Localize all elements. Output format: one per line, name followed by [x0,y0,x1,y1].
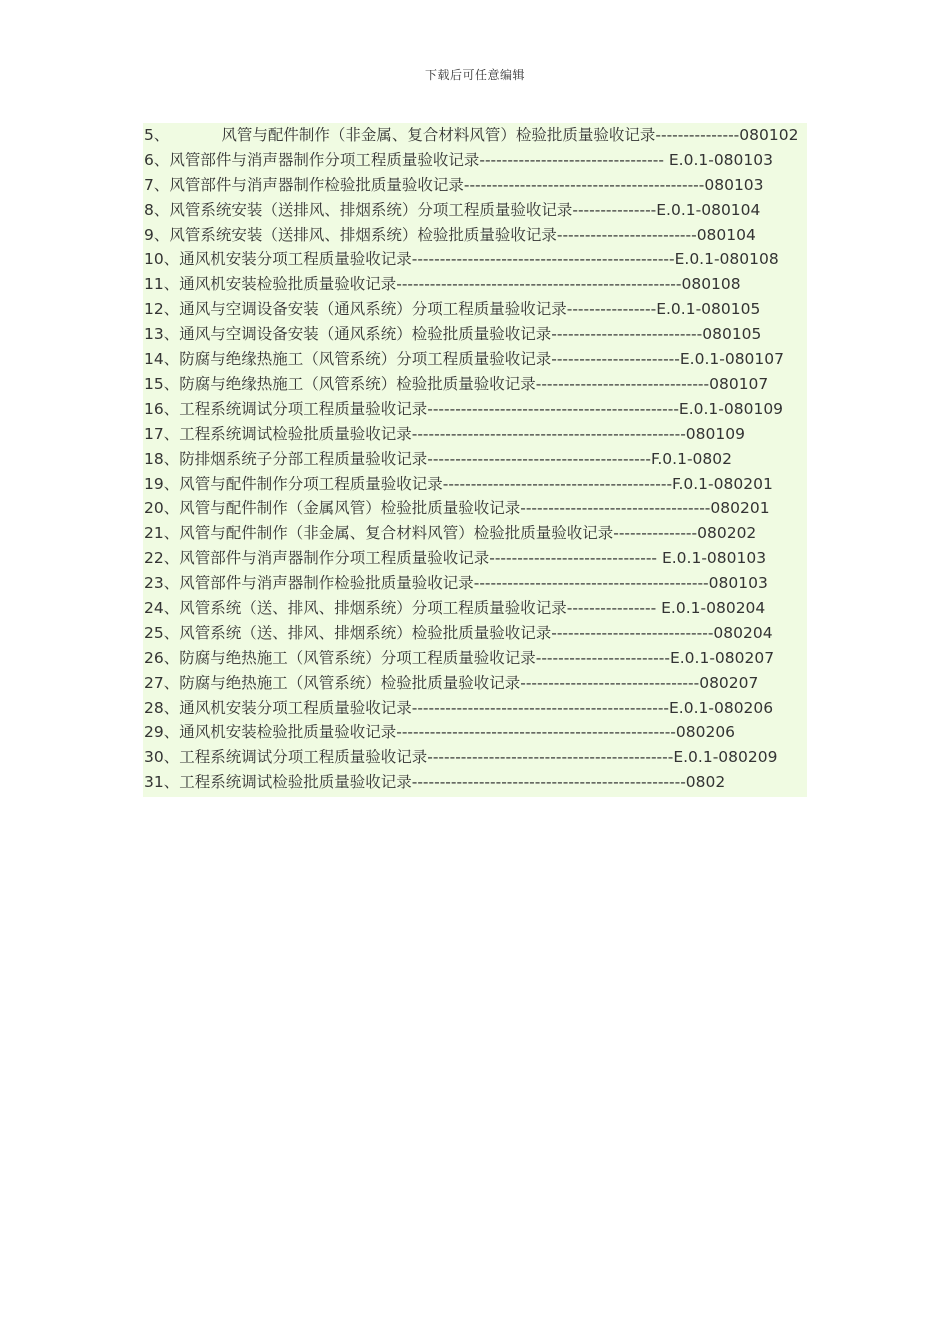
toc-entry: 29、通风机安装检验批质量验收记录--------------------------------------------------080206 [144,723,736,742]
toc-entry: 17、工程系统调试检验批质量验收记录-------------------------------------------------080109 [144,424,745,443]
toc-entry: 11、通风机安装检验批质量验收记录---------------------------------------------------080108 [144,275,741,294]
table-of-contents [143,123,807,797]
toc-entry: 30、工程系统调试分项工程质量验收记录--------------------------------------------E.0.1-080209 [144,748,778,767]
toc-entry: 6、风管部件与消声器制作分项工程质量验收记录--------------------------------- E.0.1-080103 [144,150,773,169]
toc-entry: 14、防腐与绝缘热施工（风管系统）分项工程质量验收记录-----------------------E.0.1-080107 [144,350,784,369]
toc-entry: 28、通风机安装分项工程质量验收记录----------------------------------------------E.0.1-080206 [144,698,774,717]
toc-entry: 21、风管与配件制作（非金属、复合材料风管）检验批质量验收记录---------------080202 [144,524,757,543]
toc-entry: 19、风管与配件制作分项工程质量验收记录-----------------------------------------F.0.1-080201 [144,474,773,493]
toc-entry: 24、风管系统（送、排风、排烟系统）分项工程质量验收记录---------------- E.0.1-080204 [144,598,766,617]
toc-entry: 25、风管系统（送、排风、排烟系统）检验批质量验收记录-----------------------------080204 [144,623,773,642]
toc-entry: 15、防腐与绝缘热施工（风管系统）检验批质量验收记录-------------------------------080107 [144,374,769,393]
toc-entry-text: 风管与配件制作（非金属、复合材料风管）检验批质量验收记录---------------080102 [221,126,799,144]
toc-entry: 16、工程系统调试分项工程质量验收记录---------------------------------------------E.0.1-080109 [144,399,784,418]
toc-entry: 20、风管与配件制作（金属风管）检验批质量验收记录----------------------------------080201 [144,499,770,518]
toc-entry: 23、风管部件与消声器制作检验批质量验收记录------------------------------------------080103 [144,574,768,593]
toc-entry: 7、风管部件与消声器制作检验批质量验收记录-------------------------------------------080103 [144,175,764,194]
toc-entry-number: 5、 [144,126,170,144]
toc-entry: 13、通风与空调设备安装（通风系统）检验批质量验收记录---------------------------080105 [144,325,762,344]
toc-entry: 22、风管部件与消声器制作分项工程质量验收记录------------------------------ E.0.1-080103 [144,549,767,568]
toc-entry: 8、风管系统安装（送排风、排烟系统）分项工程质量验收记录---------------E.0.1-080104 [144,200,761,219]
toc-entry [143,123,807,148]
toc-entry: 10、通风机安装分项工程质量验收记录-----------------------------------------------E.0.1-080108 [144,250,779,269]
toc-entry: 9、风管系统安装（送排风、排烟系统）检验批质量验收记录-------------------------080104 [144,225,756,244]
toc-entry: 18、防排烟系统子分部工程质量验收记录----------------------------------------F.0.1-0802 [144,449,732,468]
toc-entry: 26、防腐与绝热施工（风管系统）分项工程质量验收记录------------------------E.0.1-080207 [144,648,775,667]
toc-entry: 31、工程系统调试检验批质量验收记录-------------------------------------------------0802 [144,773,726,792]
page-header: 下载后可任意编辑 [424,68,525,82]
toc-entry: 12、通风与空调设备安装（通风系统）分项工程质量验收记录----------------E.0.1-080105 [144,300,761,319]
toc-entry: 27、防腐与绝热施工（风管系统）检验批质量验收记录--------------------------------080207 [144,673,759,692]
